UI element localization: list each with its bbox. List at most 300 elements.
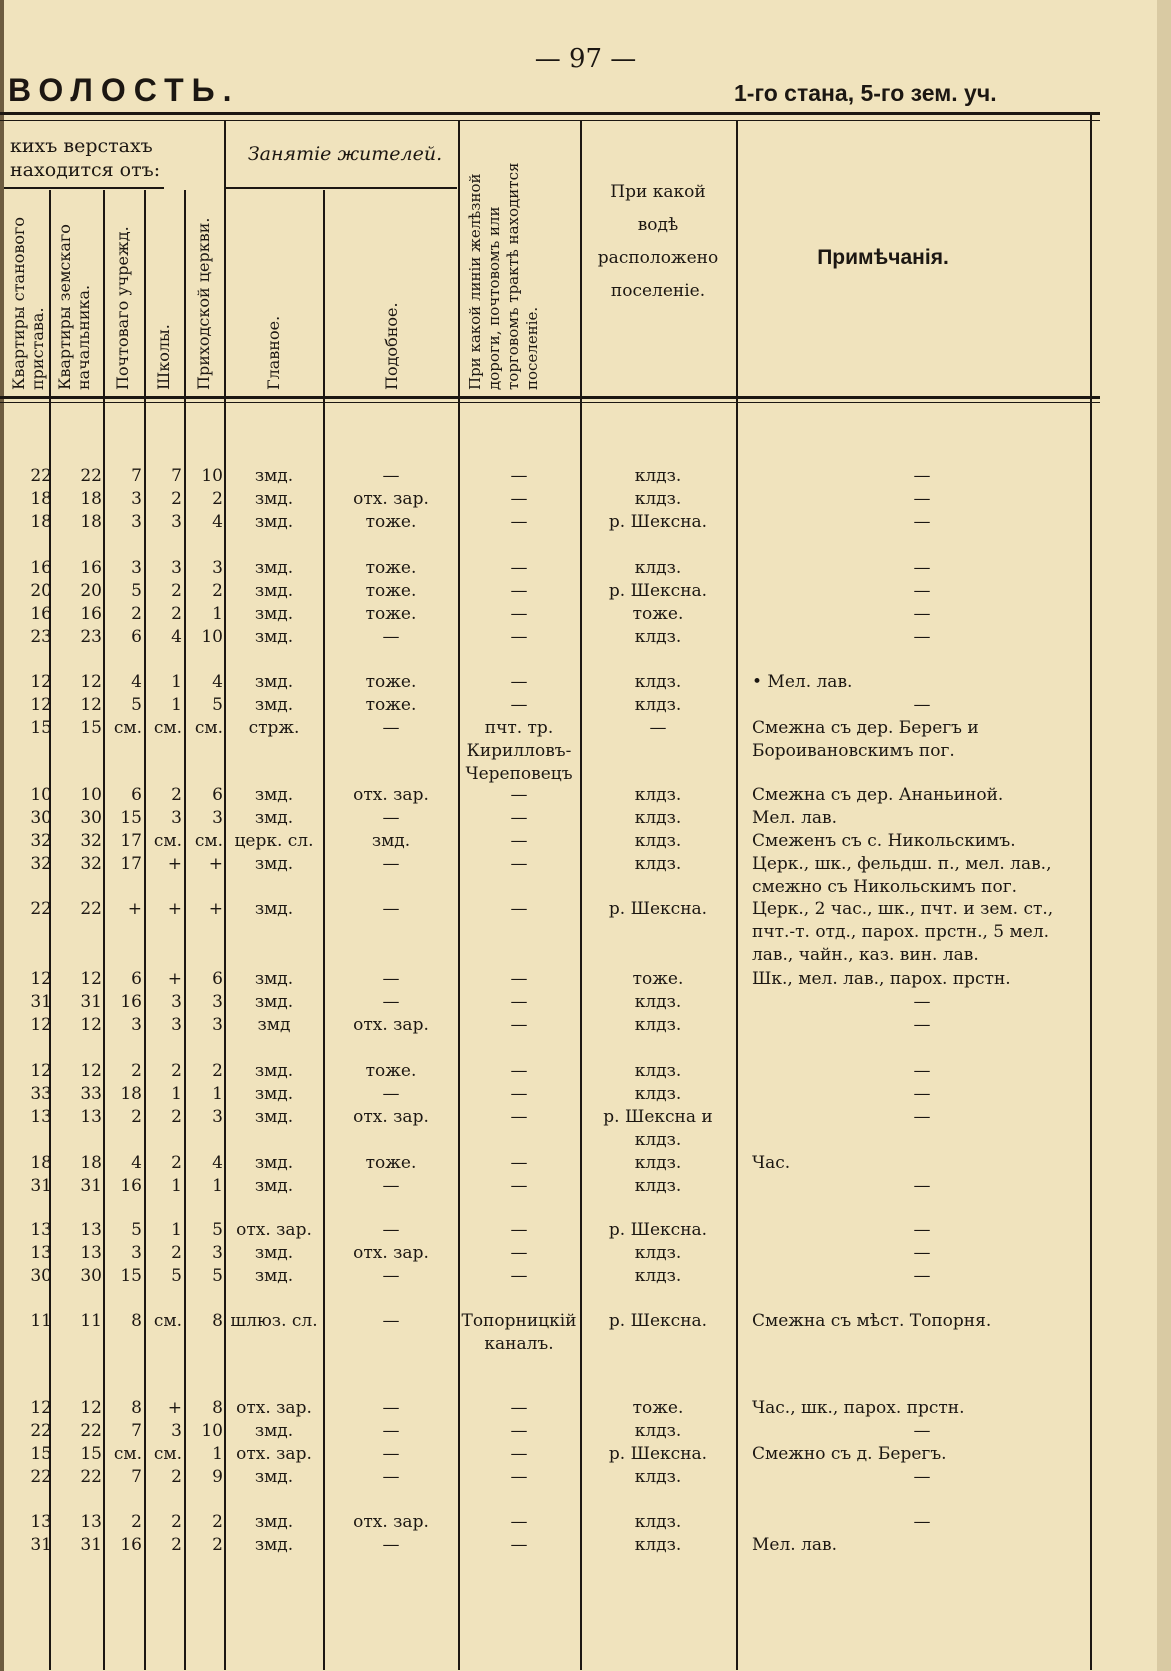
cell-c: 5 xyxy=(131,695,142,715)
cell-note: Смежна съ дер. Ананьиной. xyxy=(752,785,1004,805)
cell-a: 10 xyxy=(30,785,52,805)
cell-e: 4 xyxy=(212,512,223,532)
cell-note: — xyxy=(913,512,931,532)
cell-h: — xyxy=(510,1398,528,1418)
cell-d: 7 xyxy=(171,466,182,486)
cell-a: 12 xyxy=(30,969,52,989)
cell-e: 5 xyxy=(212,1266,223,1286)
cell-f: змд. xyxy=(254,558,294,578)
cell-d: см. xyxy=(153,831,182,851)
cell-a: 16 xyxy=(30,604,52,624)
cell-a: 13 xyxy=(30,1512,52,1532)
cell-b: 13 xyxy=(80,1243,102,1263)
cell-d: 2 xyxy=(171,1107,182,1127)
cell-b: 33 xyxy=(80,1084,102,1104)
cell-d: см. xyxy=(153,1444,182,1464)
cell-f: стрж. xyxy=(248,718,300,738)
cell-i: клдз. xyxy=(634,992,682,1012)
cell-note: — xyxy=(913,1015,931,1035)
cell-e: 3 xyxy=(212,808,223,828)
cell-i: клдз. xyxy=(634,1153,682,1173)
cell-note: — xyxy=(913,604,931,624)
cell-note: Церк., 2 час., шк., пчт. и зем. ст., пчт.-т. отд., парох. прстн., 5 мел. лав., чайн., каз. вин. лав. xyxy=(752,899,1054,965)
cell-g: — xyxy=(382,992,400,1012)
cell-e: 2 xyxy=(212,1512,223,1532)
cell-e: + xyxy=(208,899,223,919)
cell-g: — xyxy=(382,969,400,989)
cell-f: змд. xyxy=(254,581,294,601)
cell-h: — xyxy=(510,1512,528,1532)
cell-c: 4 xyxy=(131,672,142,692)
column-header-water: При какой водѣ расположено поселеніе. xyxy=(597,182,719,301)
cell-f: змд. xyxy=(254,672,294,692)
group-rule xyxy=(4,187,164,189)
cell-f: отх. зар. xyxy=(236,1398,312,1418)
cell-a: 33 xyxy=(30,1084,52,1104)
distance-group-header: кихъ верстахъ находится отъ: xyxy=(10,135,161,181)
cell-note: Смежна съ мѣст. Топорня. xyxy=(752,1311,992,1331)
cell-g: тоже. xyxy=(365,558,417,578)
cell-f: змд. xyxy=(254,1535,294,1555)
cell-h: — xyxy=(510,808,528,828)
cell-g: — xyxy=(382,1467,400,1487)
cell-e: 10 xyxy=(201,466,223,486)
cell-i: клдз. xyxy=(634,1535,682,1555)
cell-e: 6 xyxy=(212,785,223,805)
cell-c: 3 xyxy=(131,558,142,578)
column-header-stan-quarter: Квартиры станового пристава. xyxy=(9,216,47,390)
cell-e: 10 xyxy=(201,1421,223,1441)
cell-b: 32 xyxy=(80,831,102,851)
cell-f: змд. xyxy=(254,1266,294,1286)
cell-b: 20 xyxy=(80,581,102,601)
cell-c: 8 xyxy=(131,1311,142,1331)
header-bottom-rule xyxy=(0,402,1100,403)
cell-f: змд. xyxy=(254,1084,294,1104)
cell-f: змд. xyxy=(254,512,294,532)
cell-c: 8 xyxy=(131,1398,142,1418)
cell-i: р. Шексна. xyxy=(608,581,708,601)
cell-i: клдз. xyxy=(634,1061,682,1081)
cell-i: р. Шексна и клдз. xyxy=(603,1107,713,1150)
cell-e: 1 xyxy=(212,1084,223,1104)
column-header-main-occupation: Главное. xyxy=(264,315,283,390)
cell-h: — xyxy=(510,1421,528,1441)
cell-g: — xyxy=(382,1444,400,1464)
cell-a: 18 xyxy=(30,1153,52,1173)
cell-a: 15 xyxy=(30,718,52,738)
cell-d: 2 xyxy=(171,1153,182,1173)
cell-e: 3 xyxy=(212,992,223,1012)
occupation-group-header: Занятіе жителей. xyxy=(247,143,443,165)
cell-f: шлюз. сл. xyxy=(230,1311,318,1331)
cell-a: 13 xyxy=(30,1243,52,1263)
cell-f: змд. xyxy=(254,627,294,647)
cell-e: 3 xyxy=(212,1107,223,1127)
cell-d: 1 xyxy=(171,672,182,692)
cell-b: 13 xyxy=(80,1220,102,1240)
cell-a: 16 xyxy=(30,558,52,578)
cell-g: тоже. xyxy=(365,695,417,715)
cell-a: 11 xyxy=(30,1311,52,1331)
cell-e: 8 xyxy=(212,1398,223,1418)
cell-e: 1 xyxy=(212,1176,223,1196)
cell-f: змд. xyxy=(254,1421,294,1441)
cell-i: клдз. xyxy=(634,1512,682,1532)
cell-b: 18 xyxy=(80,1153,102,1173)
cell-g: — xyxy=(382,899,400,919)
cell-d: 1 xyxy=(171,1220,182,1240)
cell-b: 13 xyxy=(80,1512,102,1532)
cell-g: отх. зар. xyxy=(353,785,429,805)
cell-h: — xyxy=(510,1107,528,1127)
cell-g: — xyxy=(382,718,400,738)
cell-d: 1 xyxy=(171,1176,182,1196)
cell-note: — xyxy=(913,489,931,509)
cell-i: клдз. xyxy=(634,831,682,851)
cell-note: — xyxy=(913,1176,931,1196)
cell-h: — xyxy=(510,854,528,874)
cell-b: 12 xyxy=(80,969,102,989)
cell-c: 15 xyxy=(120,1266,142,1286)
cell-b: 22 xyxy=(80,466,102,486)
cell-a: 12 xyxy=(30,672,52,692)
page-number: — 97 — xyxy=(534,44,637,74)
cell-b: 22 xyxy=(80,1467,102,1487)
column-header-school: Школы. xyxy=(154,324,173,390)
cell-d: 3 xyxy=(171,808,182,828)
cell-i: клдз. xyxy=(634,1176,682,1196)
cell-h: — xyxy=(510,1243,528,1263)
cell-c: 6 xyxy=(131,969,142,989)
cell-a: 20 xyxy=(30,581,52,601)
cell-i: клдз. xyxy=(634,672,682,692)
cell-d: 2 xyxy=(171,1061,182,1081)
cell-b: 12 xyxy=(80,1015,102,1035)
cell-g: змд. xyxy=(371,831,411,851)
cell-c: 7 xyxy=(131,1421,142,1441)
cell-h: — xyxy=(510,1153,528,1173)
cell-c: 2 xyxy=(131,1107,142,1127)
cell-note: — xyxy=(913,1421,931,1441)
cell-e: 9 xyxy=(212,1467,223,1487)
cell-h: пчт. тр. Кирилловъ-Череповецъ xyxy=(465,718,573,784)
cell-note: — xyxy=(913,1467,931,1487)
cell-c: 16 xyxy=(120,1176,142,1196)
cell-h: — xyxy=(510,558,528,578)
cell-d: + xyxy=(167,899,182,919)
cell-a: 22 xyxy=(30,899,52,919)
cell-i: р. Шексна. xyxy=(608,899,708,919)
cell-d: 5 xyxy=(171,1266,182,1286)
cell-f: змд. xyxy=(254,808,294,828)
cell-note: Смежна съ дер. Берегъ и Бороивановскимъ пог. xyxy=(752,718,979,761)
column-header-notes: Примѣчанія. xyxy=(817,246,949,269)
cell-h: — xyxy=(510,1535,528,1555)
cell-g: — xyxy=(382,1311,400,1331)
cell-f: змд. xyxy=(254,785,294,805)
cell-b: 12 xyxy=(80,672,102,692)
cell-d: 2 xyxy=(171,785,182,805)
cell-g: — xyxy=(382,808,400,828)
cell-h: — xyxy=(510,489,528,509)
cell-i: клдз. xyxy=(634,854,682,874)
cell-a: 22 xyxy=(30,1421,52,1441)
cell-c: см. xyxy=(113,1444,142,1464)
cell-i: клдз. xyxy=(634,695,682,715)
cell-d: 2 xyxy=(171,1467,182,1487)
cell-c: 2 xyxy=(131,1061,142,1081)
page-title: ВОЛОСТЬ. xyxy=(8,72,240,108)
cell-h: — xyxy=(510,1467,528,1487)
column-header-zem-quarter: Квартиры земскаго начальника. xyxy=(55,224,93,390)
cell-h: — xyxy=(510,785,528,805)
cell-g: тоже. xyxy=(365,672,417,692)
cell-d: 4 xyxy=(171,627,182,647)
cell-d: 3 xyxy=(171,1015,182,1035)
cell-e: 2 xyxy=(212,1535,223,1555)
cell-a: 30 xyxy=(30,1266,52,1286)
cell-e: 5 xyxy=(212,695,223,715)
cell-h: — xyxy=(510,1015,528,1035)
cell-d: 2 xyxy=(171,1512,182,1532)
cell-a: 22 xyxy=(30,1467,52,1487)
cell-i: клдз. xyxy=(634,1084,682,1104)
cell-g: — xyxy=(382,1084,400,1104)
cell-note: Церк., шк., фельдш. п., мел. лав., смежно съ Никольскимъ пог. xyxy=(752,854,1052,897)
cell-e: 1 xyxy=(212,1444,223,1464)
cell-a: 18 xyxy=(30,512,52,532)
cell-note: — xyxy=(913,695,931,715)
cell-a: 13 xyxy=(30,1107,52,1127)
cell-h: — xyxy=(510,899,528,919)
cell-d: 3 xyxy=(171,992,182,1012)
column-header-railway: При какой линіи желѣзной дороги, почтовомъ или торговомъ трактѣ находится поселеніе. xyxy=(466,162,541,390)
cell-f: змд xyxy=(257,1015,291,1035)
cell-note: • Мел. лав. xyxy=(752,672,853,692)
district-title: 1-го стана, 5-го зем. уч. xyxy=(734,80,997,106)
cell-note: Мел. лав. xyxy=(752,808,837,828)
cell-d: 2 xyxy=(171,581,182,601)
cell-e: + xyxy=(208,854,223,874)
cell-h: Топорницкій каналъ. xyxy=(461,1311,577,1354)
cell-d: см. xyxy=(153,718,182,738)
cell-h: — xyxy=(510,1084,528,1104)
cell-f: отх. зар. xyxy=(236,1220,312,1240)
cell-h: — xyxy=(510,1061,528,1081)
cell-b: 30 xyxy=(80,1266,102,1286)
cell-f: змд. xyxy=(254,1512,294,1532)
cell-c: 3 xyxy=(131,1015,142,1035)
cell-a: 31 xyxy=(30,1176,52,1196)
cell-b: 31 xyxy=(80,1535,102,1555)
cell-b: 22 xyxy=(80,1421,102,1441)
cell-b: 30 xyxy=(80,808,102,828)
cell-d: + xyxy=(167,1398,182,1418)
header-rule xyxy=(0,112,1100,115)
cell-g: — xyxy=(382,854,400,874)
cell-b: 18 xyxy=(80,512,102,532)
cell-d: см. xyxy=(153,1311,182,1331)
cell-note: Смеженъ съ с. Никольскимъ. xyxy=(752,831,1016,851)
cell-e: см. xyxy=(194,718,223,738)
cell-e: 4 xyxy=(212,1153,223,1173)
cell-note: Шк., мел. лав., парох. прстн. xyxy=(752,969,1011,989)
cell-note: Смежно съ д. Берегъ. xyxy=(752,1444,947,1464)
cell-c: 7 xyxy=(131,466,142,486)
cell-f: змд. xyxy=(254,604,294,624)
cell-g: — xyxy=(382,1176,400,1196)
cell-e: 2 xyxy=(212,581,223,601)
cell-h: — xyxy=(510,627,528,647)
group-rule xyxy=(225,187,457,189)
cell-c: см. xyxy=(113,718,142,738)
header-rule xyxy=(0,120,1100,121)
cell-b: 12 xyxy=(80,1061,102,1081)
cell-g: тоже. xyxy=(365,604,417,624)
cell-a: 31 xyxy=(30,992,52,1012)
cell-i: р. Шексна. xyxy=(608,1220,708,1240)
column-header-side-occupation: Подобное. xyxy=(382,302,401,390)
cell-c: 5 xyxy=(131,1220,142,1240)
cell-h: — xyxy=(510,512,528,532)
cell-note: — xyxy=(913,1061,931,1081)
cell-e: 10 xyxy=(201,627,223,647)
cell-c: 4 xyxy=(131,1153,142,1173)
cell-note: — xyxy=(913,581,931,601)
cell-g: отх. зар. xyxy=(353,1015,429,1035)
cell-d: 2 xyxy=(171,489,182,509)
cell-f: змд. xyxy=(254,1243,294,1263)
column-header-post: Почтоваго учрежд. xyxy=(113,226,132,390)
cell-e: 2 xyxy=(212,489,223,509)
cell-d: 3 xyxy=(171,558,182,578)
cell-c: 15 xyxy=(120,808,142,828)
cell-c: 18 xyxy=(120,1084,142,1104)
cell-c: 16 xyxy=(120,992,142,1012)
cell-f: змд. xyxy=(254,992,294,1012)
cell-e: см. xyxy=(194,831,223,851)
cell-i: клдз. xyxy=(634,1421,682,1441)
page-edge xyxy=(1157,0,1171,1671)
cell-i: клдз. xyxy=(634,466,682,486)
cell-b: 11 xyxy=(80,1311,102,1331)
cell-note: — xyxy=(913,1243,931,1263)
cell-note: Мел. лав. xyxy=(752,1535,837,1555)
cell-note: — xyxy=(913,1107,931,1127)
cell-b: 15 xyxy=(80,718,102,738)
cell-f: змд. xyxy=(254,489,294,509)
cell-c: 5 xyxy=(131,581,142,601)
cell-f: змд. xyxy=(254,1061,294,1081)
cell-i: клдз. xyxy=(634,1015,682,1035)
cell-i: р. Шексна. xyxy=(608,1311,708,1331)
cell-g: тоже. xyxy=(365,581,417,601)
cell-h: — xyxy=(510,969,528,989)
cell-f: змд. xyxy=(254,969,294,989)
cell-f: церк. сл. xyxy=(234,831,314,851)
cell-c: 2 xyxy=(131,604,142,624)
cell-note: — xyxy=(913,1084,931,1104)
cell-h: — xyxy=(510,466,528,486)
cell-g: отх. зар. xyxy=(353,1512,429,1532)
cell-b: 16 xyxy=(80,604,102,624)
cell-d: + xyxy=(167,854,182,874)
cell-g: тоже. xyxy=(365,512,417,532)
cell-h: — xyxy=(510,695,528,715)
cell-g: тоже. xyxy=(365,1153,417,1173)
cell-i: клдз. xyxy=(634,808,682,828)
cell-c: 6 xyxy=(131,785,142,805)
cell-g: — xyxy=(382,1421,400,1441)
cell-g: — xyxy=(382,1220,400,1240)
cell-f: змд. xyxy=(254,1176,294,1196)
cell-h: — xyxy=(510,1176,528,1196)
cell-note: — xyxy=(913,1266,931,1286)
cell-i: — xyxy=(649,718,667,738)
cell-h: — xyxy=(510,1220,528,1240)
cell-b: 32 xyxy=(80,854,102,874)
cell-note: — xyxy=(913,1220,931,1240)
cell-e: 3 xyxy=(212,1243,223,1263)
cell-h: — xyxy=(510,1444,528,1464)
cell-b: 15 xyxy=(80,1444,102,1464)
cell-d: 3 xyxy=(171,512,182,532)
cell-i: р. Шексна. xyxy=(608,1444,708,1464)
cell-i: клдз. xyxy=(634,1243,682,1263)
cell-i: клдз. xyxy=(634,785,682,805)
cell-a: 15 xyxy=(30,1444,52,1464)
cell-f: отх. зар. xyxy=(236,1444,312,1464)
cell-g: — xyxy=(382,1535,400,1555)
cell-c: 17 xyxy=(120,854,142,874)
cell-d: 1 xyxy=(171,695,182,715)
cell-c: 7 xyxy=(131,1467,142,1487)
cell-g: отх. зар. xyxy=(353,489,429,509)
cell-g: — xyxy=(382,1398,400,1418)
cell-note: Час., шк., парох. прстн. xyxy=(752,1398,965,1418)
cell-i: р. Шексна. xyxy=(608,512,708,532)
cell-b: 13 xyxy=(80,1107,102,1127)
cell-e: 3 xyxy=(212,1015,223,1035)
cell-a: 12 xyxy=(30,1061,52,1081)
cell-h: — xyxy=(510,1266,528,1286)
cell-a: 23 xyxy=(30,627,52,647)
cell-a: 22 xyxy=(30,466,52,486)
cell-d: 1 xyxy=(171,1084,182,1104)
cell-i: клдз. xyxy=(634,558,682,578)
cell-b: 10 xyxy=(80,785,102,805)
cell-e: 1 xyxy=(212,604,223,624)
cell-c: 16 xyxy=(120,1535,142,1555)
cell-h: — xyxy=(510,831,528,851)
cell-g: — xyxy=(382,466,400,486)
cell-a: 18 xyxy=(30,489,52,509)
cell-i: клдз. xyxy=(634,1467,682,1487)
cell-d: 2 xyxy=(171,1243,182,1263)
cell-b: 22 xyxy=(80,899,102,919)
cell-f: змд. xyxy=(254,695,294,715)
cell-i: клдз. xyxy=(634,1266,682,1286)
cell-a: 12 xyxy=(30,1015,52,1035)
cell-a: 32 xyxy=(30,831,52,851)
cell-e: 3 xyxy=(212,558,223,578)
column-header-church: Приходской церкви. xyxy=(194,217,213,390)
cell-h: — xyxy=(510,581,528,601)
cell-f: змд. xyxy=(254,899,294,919)
cell-c: 3 xyxy=(131,1243,142,1263)
cell-i: тоже. xyxy=(632,604,684,624)
